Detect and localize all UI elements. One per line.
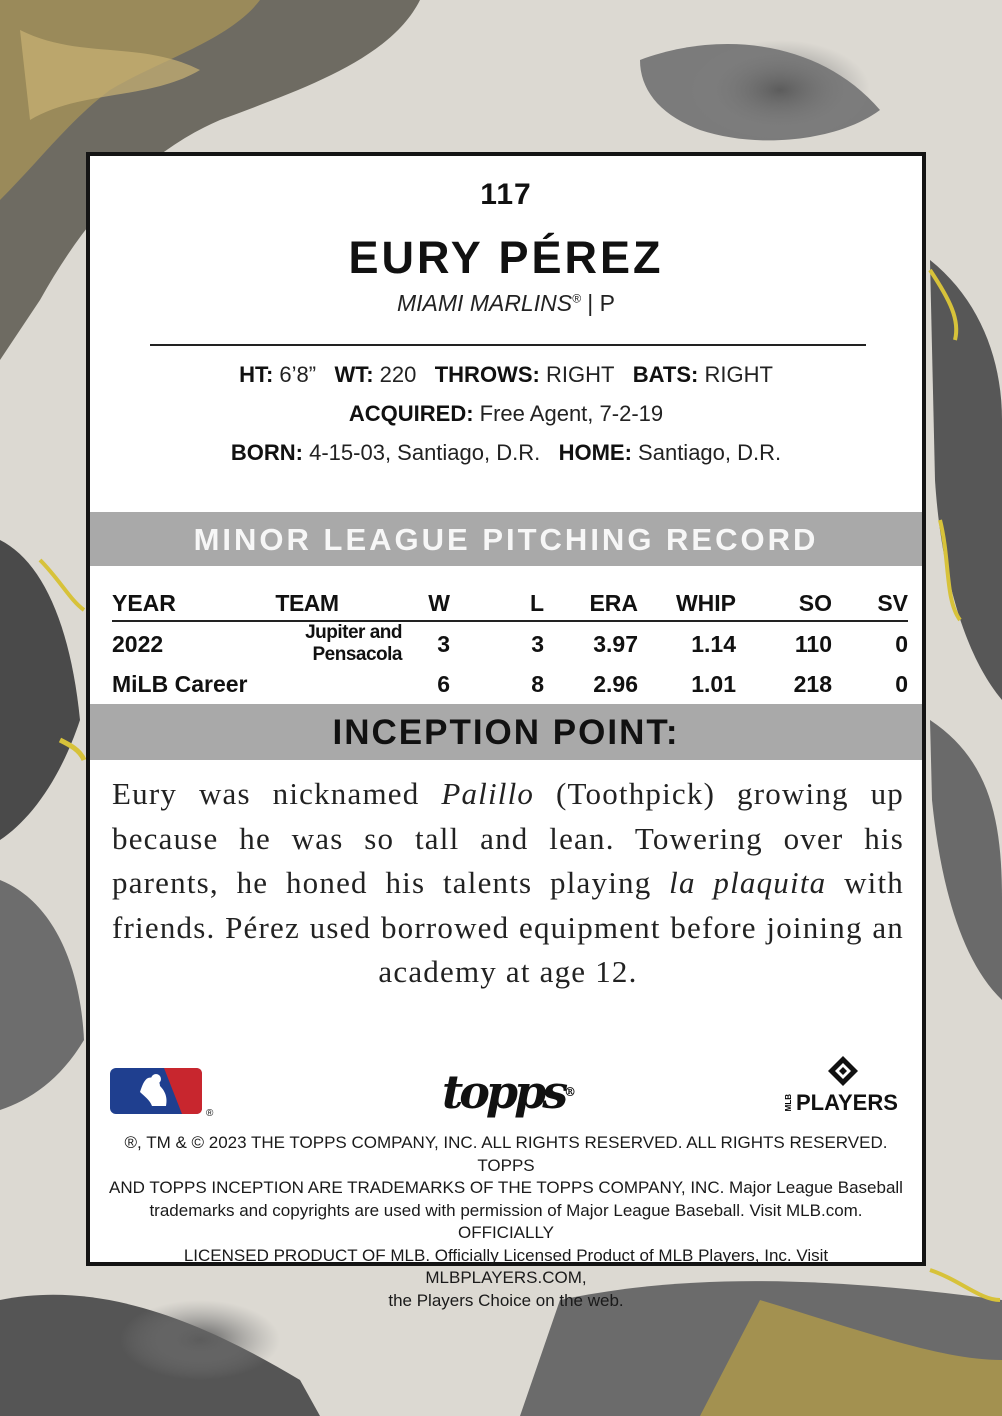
acquired-label: ACQUIRED: xyxy=(348,401,474,426)
legal-line: AND TOPPS INCEPTION ARE TRADEMARKS OF THE TOPPS COMPANY, INC. Major League Baseball xyxy=(109,1178,903,1197)
table-row xyxy=(112,666,908,703)
born-value: 4-15-03, Santiago, D.R. xyxy=(309,440,541,465)
header-w: W xyxy=(402,586,450,621)
header-year: YEAR xyxy=(112,586,212,621)
wt-label: WT: xyxy=(334,362,374,387)
card-back xyxy=(86,152,926,1310)
player-name: EURY PÉREZ xyxy=(348,232,664,283)
story-part-1: Eury was nicknamed xyxy=(112,776,442,811)
throws-value: RIGHT xyxy=(545,362,615,387)
table-row xyxy=(112,621,908,666)
row-era: 3.97 xyxy=(593,630,638,657)
mlb-reg-mark: ® xyxy=(206,1108,214,1118)
mlb-logo-icon xyxy=(108,1066,218,1118)
topps-reg-mark: ® xyxy=(564,1085,577,1099)
born-label: BORN: xyxy=(230,440,303,465)
record-title: MINOR LEAGUE PITCHING RECORD xyxy=(90,512,922,566)
divider-rule xyxy=(150,344,866,346)
row-sv: 0 xyxy=(895,671,908,697)
legal-line: trademarks and copyrights are used with permission of Major League Baseball. Visit MLB.com. OFFICIALLY xyxy=(149,1200,863,1242)
topps-wordmark: topps xyxy=(442,1065,565,1119)
players-mlb-small: MLB xyxy=(784,1094,793,1112)
home-value: Santiago, D.R. xyxy=(638,440,782,465)
row-year: 2022 xyxy=(112,630,164,657)
row-so: 110 xyxy=(794,630,832,657)
bio-line-2 xyxy=(90,401,922,427)
story-nickname: Palillo xyxy=(441,776,535,811)
legal-line: the Players Choice on the web. xyxy=(388,1290,624,1310)
legal-text xyxy=(102,1132,910,1312)
inception-title: INCEPTION POINT: xyxy=(90,704,922,760)
acquired-value: Free Agent, 7-2-19 xyxy=(479,401,664,426)
topps-logo xyxy=(442,1062,577,1122)
players-diamond-icon xyxy=(826,1054,860,1088)
wt-value: 220 xyxy=(379,362,417,387)
row-year: MiLB Career xyxy=(112,671,248,697)
bats-value: RIGHT xyxy=(704,362,773,387)
header-team: TEAM xyxy=(212,586,402,621)
row-sv: 0 xyxy=(895,630,908,657)
ht-label: HT: xyxy=(239,362,274,387)
bats-label: BATS: xyxy=(632,362,699,387)
stats-table xyxy=(112,586,908,703)
team-name: MIAMI MARLINS xyxy=(396,290,573,316)
stats-header-row xyxy=(112,586,908,621)
row-whip: 1.14 xyxy=(691,630,736,657)
story-game: la plaquita xyxy=(669,865,827,900)
header-sv: SV xyxy=(832,586,908,621)
row-l: 8 xyxy=(531,671,544,697)
header-so: SO xyxy=(736,586,832,621)
mlb-players-logo xyxy=(784,1054,904,1120)
players-wordmark: PLAYERS xyxy=(796,1090,898,1115)
row-w: 3 xyxy=(437,630,450,657)
team-position xyxy=(90,290,922,317)
bio-line-3 xyxy=(90,440,922,466)
row-team: Jupiter and Pensacola xyxy=(305,622,402,665)
ht-value: 6’8” xyxy=(279,362,317,387)
story-part-3: with friends. Pérez used borrowed equipment before joining an academy at age 12. xyxy=(112,865,904,989)
position-separator: | xyxy=(580,290,600,316)
story-part-2: (Toothpick) growing up because he was so tall and lean. Towering over his parents, he honed his talents playing xyxy=(112,776,904,900)
card-number: 117 xyxy=(480,178,532,211)
legal-line: ®, TM & © 2023 THE TOPPS COMPANY, INC. ALL RIGHTS RESERVED. ALL RIGHTS RESERVED. TOPPS xyxy=(124,1133,888,1175)
row-so: 218 xyxy=(793,671,832,697)
row-w: 6 xyxy=(437,671,450,697)
header-whip: WHIP xyxy=(638,586,736,621)
team-reg-mark: ® xyxy=(572,291,581,306)
header-l: L xyxy=(450,586,544,621)
header-era: ERA xyxy=(544,586,638,621)
row-whip: 1.01 xyxy=(691,671,736,697)
position: P xyxy=(599,290,616,316)
bio-line-1 xyxy=(90,362,922,388)
throws-label: THROWS: xyxy=(434,362,540,387)
legal-line: LICENSED PRODUCT OF MLB. Officially Licensed Product of MLB Players, Inc. Visit MLBPLAYERS.COM, xyxy=(183,1245,829,1287)
home-label: HOME: xyxy=(558,440,632,465)
inception-story xyxy=(112,772,904,995)
row-l: 3 xyxy=(531,630,544,657)
row-era: 2.96 xyxy=(593,671,638,697)
